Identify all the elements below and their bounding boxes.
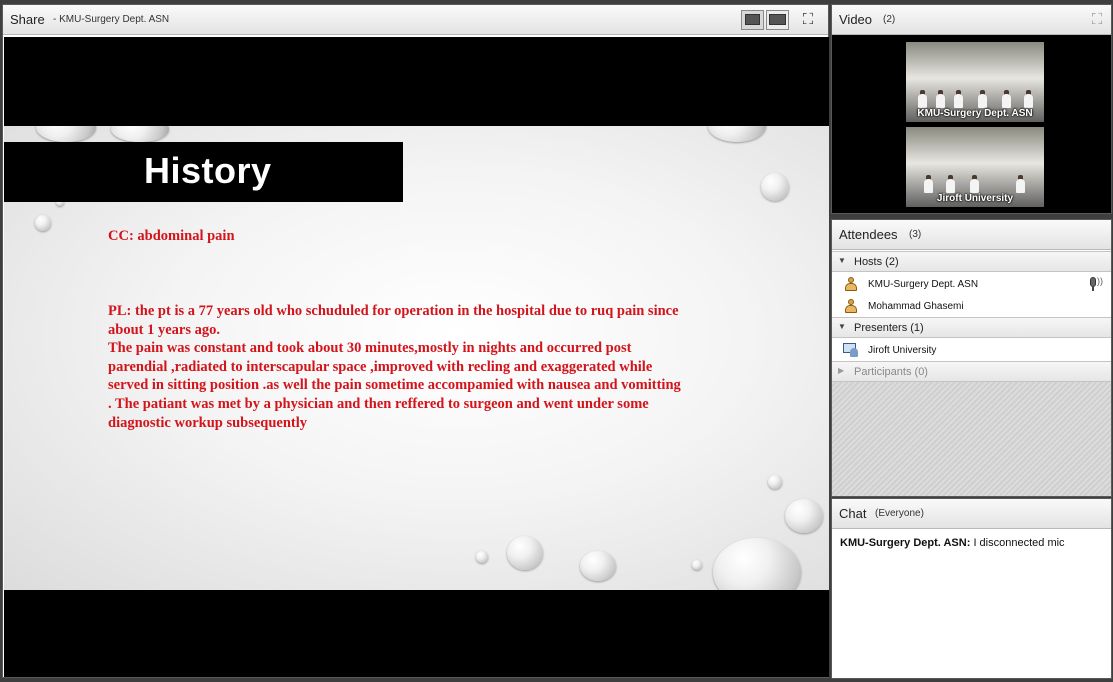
participants-group-label: Participants (0) xyxy=(854,366,928,378)
attendee-row[interactable] xyxy=(832,273,1111,296)
mic-active-icon: )) xyxy=(1087,276,1103,292)
chat-message xyxy=(840,537,1065,549)
chat-pod-header xyxy=(832,499,1111,529)
attendee-name: Mohammad Ghasemi xyxy=(868,301,964,312)
attendee-name: KMU-Surgery Dept. ASN xyxy=(868,279,979,290)
slide-text-line: served in sitting position .as well the pain sometime accompamied with nausea and vomitting xyxy=(108,377,681,394)
person-figure xyxy=(978,94,987,108)
chat-pod-title: Chat xyxy=(839,506,867,521)
person-figure xyxy=(970,179,979,193)
hosts-group-label: Hosts (2) xyxy=(854,256,899,268)
person-figure xyxy=(936,94,945,108)
person-figure xyxy=(1024,94,1033,108)
water-drop-decoration xyxy=(35,215,51,231)
slide xyxy=(4,126,829,590)
standard-view-button[interactable] xyxy=(741,10,764,30)
video-feed-label: KMU-Surgery Dept. ASN xyxy=(917,108,1033,119)
fit-to-width-icon xyxy=(769,14,786,25)
slide-text-line: parendial ,radiated to interscapular space ,improved with recling and exaggerated while xyxy=(108,358,653,375)
water-drop-decoration xyxy=(713,538,801,590)
video-count: (2) xyxy=(883,14,896,25)
chat-text: I disconnected mic xyxy=(970,537,1065,549)
person-figure xyxy=(954,94,963,108)
fit-to-width-button[interactable] xyxy=(766,10,789,30)
share-pod-header xyxy=(3,5,828,35)
attendee-row[interactable] xyxy=(832,339,1111,361)
slide-heading: History xyxy=(144,150,272,191)
standard-view-icon xyxy=(745,14,760,25)
attendees-pod-header xyxy=(832,220,1111,250)
video-pod-title: Video xyxy=(839,12,873,27)
slide-text-line: . The patiant was met by a physician and then reffered to surgeon and went under some xyxy=(108,395,649,412)
person-figure xyxy=(1002,94,1011,108)
attendees-empty-area xyxy=(832,382,1111,496)
fullscreen-icon[interactable]: ⛶ xyxy=(1091,11,1103,28)
slide-text-line: The pain was constant and took about 30 minutes,mostly in nights and occurred post xyxy=(108,340,632,357)
video-feed-label: Jiroft University xyxy=(936,193,1014,204)
video-pod xyxy=(831,4,1112,214)
share-pod-title: Share xyxy=(10,12,45,27)
host-icon xyxy=(843,298,859,314)
collapse-arrow-icon: ▼ xyxy=(838,322,846,331)
attendees-count: (3) xyxy=(909,229,922,240)
water-drop-decoration xyxy=(36,126,96,142)
share-pod-subtitle: - KMU-Surgery Dept. ASN xyxy=(53,14,170,25)
attendee-row[interactable] xyxy=(832,295,1111,317)
water-drop-decoration xyxy=(761,173,789,201)
water-drop-decoration xyxy=(476,551,488,563)
slide-text-line: about 1 years ago. xyxy=(108,321,220,338)
person-figure xyxy=(924,179,933,193)
share-pod xyxy=(2,4,829,678)
water-drop-decoration xyxy=(785,499,823,533)
hosts-group-header[interactable] xyxy=(832,251,1111,272)
presenter-icon xyxy=(843,343,859,357)
attendees-pod xyxy=(831,219,1112,497)
share-stage xyxy=(4,37,829,677)
fullscreen-icon[interactable]: ⛶ xyxy=(802,11,814,28)
slide-chief-complaint: CC: abdominal pain xyxy=(108,228,235,244)
video-pod-header xyxy=(832,5,1111,35)
attendees-pod-title: Attendees xyxy=(839,227,898,242)
video-feed[interactable] xyxy=(906,127,1044,207)
chat-pod xyxy=(831,498,1112,679)
person-figure xyxy=(1016,179,1025,193)
video-feed[interactable] xyxy=(906,42,1044,122)
water-drop-decoration xyxy=(111,126,169,142)
presenters-group-header[interactable] xyxy=(832,317,1111,338)
slide-text-line: diagnostic workup subsequently xyxy=(108,414,308,431)
water-drop-decoration xyxy=(708,126,766,142)
slide-text-line: PL: the pt is a 77 years old who schuduled for operation in the hospital due to ruq pain since xyxy=(108,303,679,319)
attendee-name: Jiroft University xyxy=(868,345,937,356)
presenters-group-label: Presenters (1) xyxy=(854,322,924,334)
video-feeds xyxy=(832,35,1111,213)
water-drop-decoration xyxy=(692,560,702,570)
participants-group-header[interactable] xyxy=(832,361,1111,382)
water-drop-decoration xyxy=(580,551,616,581)
water-drop-decoration xyxy=(768,475,782,489)
host-icon xyxy=(843,276,859,292)
expand-arrow-icon: ▶ xyxy=(838,366,845,375)
chat-scope[interactable]: (Everyone) xyxy=(875,508,924,519)
water-drop-decoration xyxy=(507,536,543,570)
person-figure xyxy=(946,179,955,193)
person-figure xyxy=(918,94,927,108)
chat-sender: KMU-Surgery Dept. ASN: xyxy=(840,537,971,549)
collapse-arrow-icon: ▼ xyxy=(838,256,846,265)
slide-present-illness xyxy=(108,302,728,432)
